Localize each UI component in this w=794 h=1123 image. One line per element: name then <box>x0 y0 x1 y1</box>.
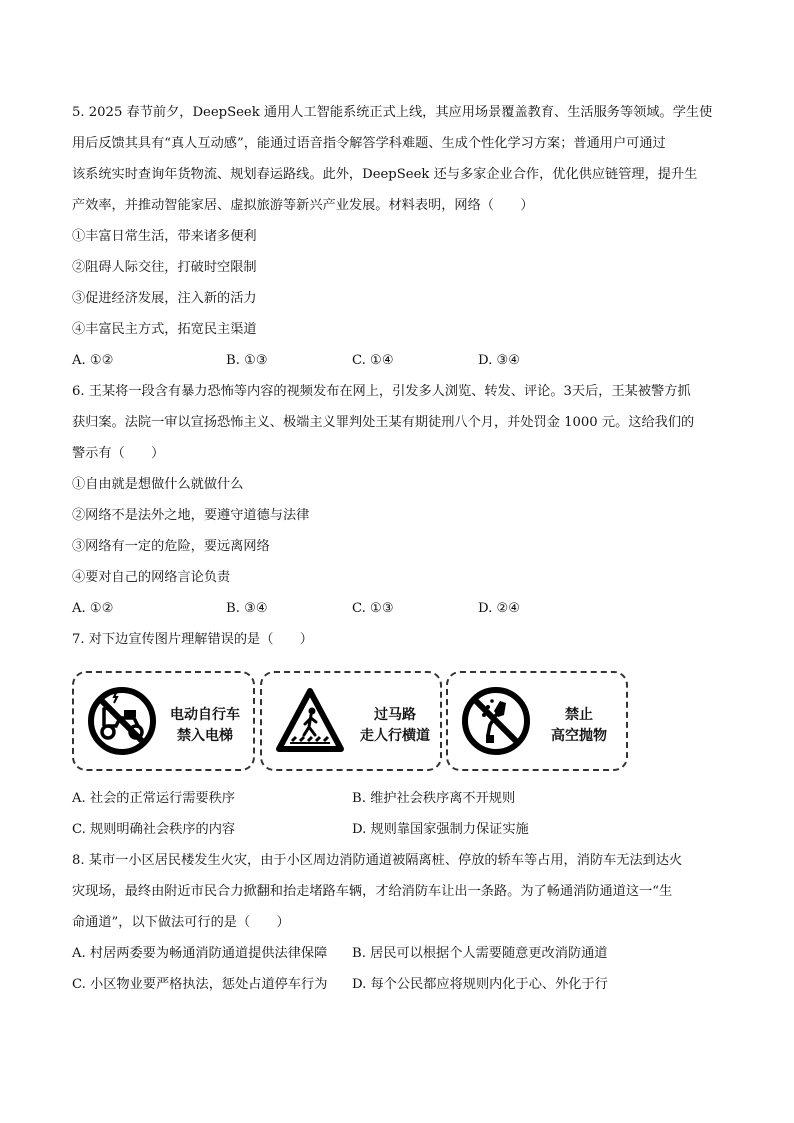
q7-option-a[interactable]: A. 社会的正常运行需要秩序 <box>72 791 235 806</box>
q5-stem-line-4: 产效率，并推动智能家居、虚拟旅游等新兴产业发展。材料表明，网络（ ） <box>72 198 534 213</box>
q8-option-a[interactable]: A. 村居两委要为畅通消防通道提供法律保障 <box>72 946 328 961</box>
q5-option-d[interactable]: D. ③④ <box>478 353 521 368</box>
q5-stem-line-2: 用后反馈其具有“真人互动感”，能通过语音指令解答学科难题、生成个性化学习方案；普通用户可通过 <box>72 136 666 151</box>
q6-option-b[interactable]: B. ③④ <box>226 601 268 616</box>
q8-option-d[interactable]: D. 每个公民都应将规则内化于心、外化于行 <box>352 977 608 992</box>
q5-item-2: ②阻碍人际交往，打破时空限制 <box>72 260 257 275</box>
q5-stem-line-1: 5. 2025 春节前夕，DeepSeek 通用人工智能系统正式上线，其应用场景覆盖教育、生活服务等领域。学生使 <box>72 105 713 120</box>
q6-stem-line-2: 获归案。法院一审以宣扬恐怖主义、极端主义罪判处王某有期徒刑八个月，并处罚金 1000 元。这给我们的 <box>72 415 695 430</box>
sign-2-line-1: 过马路 <box>374 707 416 723</box>
sign-2-line-2: 走人行横道 <box>360 728 430 744</box>
q5-item-3: ③促进经济发展，注入新的活力 <box>72 291 257 306</box>
q5-option-c[interactable]: C. ①④ <box>352 353 394 368</box>
q6-item-3: ③网络有一定的危险，要远离网络 <box>72 539 270 554</box>
sign-1-line-1: 电动自行车 <box>170 707 240 723</box>
sign-3-line-2: 高空抛物 <box>551 728 607 744</box>
sign-no-throwing <box>446 671 628 771</box>
q6-option-d[interactable]: D. ②④ <box>478 601 521 616</box>
q5-option-b[interactable]: B. ①③ <box>226 353 268 368</box>
q8-option-c[interactable]: C. 小区物业要严格执法，惩处占道停车行为 <box>72 977 328 992</box>
q6-item-1: ①自由就是想做什么就做什么 <box>72 477 244 492</box>
q6-item-4: ④要对自己的网络言论负责 <box>72 570 231 585</box>
q6-item-2: ②网络不是法外之地，要遵守道德与法律 <box>72 508 310 523</box>
q7-option-c[interactable]: C. 规则明确社会秩序的内容 <box>72 822 236 837</box>
q6-option-c[interactable]: C. ①③ <box>352 601 394 616</box>
sign-no-ebike-elevator <box>72 671 255 771</box>
q5-item-1: ①丰富日常生活，带来诸多便利 <box>72 229 257 244</box>
no-throwing-icon <box>460 685 532 757</box>
sign-crosswalk <box>260 671 442 771</box>
q8-stem-line-1: 8. 某市一小区居民楼发生火灾，由于小区周边消防通道被隔离桩、停放的轿车等占用，消防车无法到达火 <box>72 853 683 868</box>
q8-stem-line-2: 灾现场，最终由附近市民合力掀翻和抬走堵路车辆，才给消防车让出一条路。为了畅通消防通道这一“生 <box>72 884 673 899</box>
q5-option-a[interactable]: A. ①② <box>72 353 114 368</box>
q7-stem: 7. 对下边宣传图片理解错误的是（ ） <box>72 632 313 647</box>
q7-option-d[interactable]: D. 规则靠国家强制力保证实施 <box>352 822 529 837</box>
q8-stem-line-3: 命通道”，以下做法可行的是（ ） <box>72 915 290 930</box>
q5-item-4: ④丰富民主方式，拓宽民主渠道 <box>72 322 257 337</box>
q5-stem-line-3: 该系统实时查询年货物流、规划春运路线。此外，DeepSeek 还与多家企业合作，优化供应链管理，提升生 <box>72 167 698 182</box>
sign-1-line-2: 禁入电梯 <box>177 728 233 744</box>
q7-option-b[interactable]: B. 维护社会秩序离不开规则 <box>352 791 516 806</box>
q8-option-b[interactable]: B. 居民可以根据个人需要随意更改消防通道 <box>352 946 608 961</box>
q6-option-a[interactable]: A. ①② <box>72 601 114 616</box>
q7-sign-row <box>72 667 630 775</box>
q6-stem-line-1: 6. 王某将一段含有暴力恐怖等内容的视频发布在网上，引发多人浏览、转发、评论。3天后，王某被警方抓 <box>72 384 691 399</box>
sign-3-line-1: 禁止 <box>565 707 593 723</box>
crosswalk-icon <box>274 685 346 757</box>
no-ebike-elevator-icon <box>86 685 158 757</box>
q6-stem-line-3: 警示有（ ） <box>72 446 165 461</box>
